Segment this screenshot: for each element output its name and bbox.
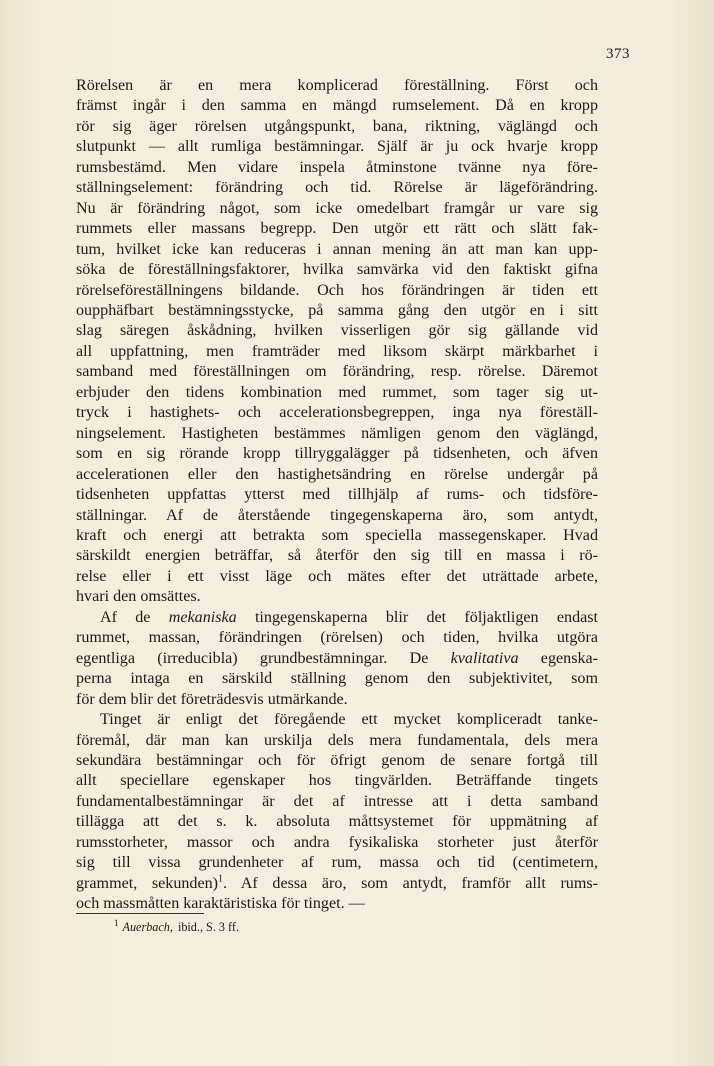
text-line: rör sig äger rörelsen utgångspunkt, bana, riktning, väglängd och (76, 117, 598, 135)
text-line: sekundära bestämningar och för öfrigt genom de senare fortgå till (76, 751, 598, 769)
text-segment: egenska- (518, 649, 599, 667)
text-line: rumsbestämd. Men vidare inspela åtminstone tvänne nya före- (76, 158, 598, 176)
text-line: ställningselement: förändring och tid. Rörelse är lägeförändring. (76, 179, 598, 197)
text-line: tum, hvilket icke kan reduceras i annan mening än att man kan upp- (76, 240, 598, 258)
text-line: ningselement. Hastigheten bestämmes nämligen genom den väglängd, (76, 424, 598, 442)
text-segment: . Af dessa äro, som antydt, framför allt rums- (223, 874, 598, 892)
text-line: kraft och energi att betrakta som speciella massegenskaper. Hvad (76, 526, 598, 544)
text-line: relse eller i ett visst läge och mätes efter det uträttade arbete, (76, 567, 598, 585)
emphasis-word: kvalitativa (450, 649, 519, 667)
text-line: tillägga att det s. k. absoluta måttsystemet för uppmätning af (76, 813, 598, 831)
text-line: rummet, massan, förändringen (rörelsen) och tiden, hvilka utgöra (76, 629, 598, 647)
text-line: Rörelsen är en mera komplicerad föreställning. Först och (76, 77, 598, 94)
text-segment: grammet, sekunden) (76, 874, 219, 892)
text-segment: tingegenskaperna blir det följaktligen endast (236, 608, 598, 626)
text-line: oupphäfbart bestämningsstycke, på samma gång den utgör en i sitt (76, 301, 598, 319)
text-line: tidsenheten uppfattas ytterst med tillhjälp af rums- och tidsföre- (76, 486, 598, 504)
text-line: Nu är förändring något, som icke omedelbart framgår ur vare sig (76, 199, 598, 217)
text-line: föremål, där man kan urskilja dels mera fundamentala, dels mera (76, 731, 598, 749)
text-line: hvari den omsättes. (76, 588, 201, 606)
page-number: 373 (606, 46, 630, 62)
body-text (76, 76, 598, 915)
text-line: söka de föreställningsfaktorer, hvilka samvärka vid den faktiskt gifna (76, 261, 598, 279)
footnote (114, 918, 239, 935)
text-line (76, 608, 598, 628)
text-line (76, 649, 598, 669)
footnote-marker: 1 (218, 873, 224, 885)
text-line: rumsstorheter, massor och andra fysikaliska storheter just återför (76, 833, 598, 851)
text-line: accelerationen eller den hastighetsändring en rörelse undergår på (76, 465, 598, 483)
text-line: allt speciellare egenskaper hos tingvärlden. Beträffande tingets (76, 772, 598, 790)
text-line: Tinget är enligt det föregående ett mycket kompliceradt tanke- (100, 711, 598, 729)
text-line: ställningar. Af de återstående tingegenskaperna äro, som antydt, (76, 506, 598, 524)
text-line: främst ingår i den samma en mängd rumselement. Då en kropp (76, 97, 598, 115)
emphasis-word: mekaniska (168, 608, 237, 626)
text-line: slag säregen åskådning, hvilken visserligen gör sig gällande vid (76, 322, 598, 340)
text-line: som en sig rörande kropp tillryggalägger på tidsenheten, och äfven (76, 445, 598, 463)
text-line: erbjuder den tidens kombination med rummet, som tager sig ut- (76, 383, 598, 401)
text-line: sig till vissa grundenheter af rum, massa och tid (centimetern, (76, 854, 598, 872)
text-line: slutpunkt — allt rumliga bestämningar. Själf är ju ock hvarje kropp (76, 138, 598, 156)
text-line: rörelseföreställningens bildande. Och hos förändringen är tiden ett (76, 281, 598, 299)
footnote-author: Auerbach, (122, 920, 173, 935)
text-line: tryck i hastighets- och accelerationsbegreppen, inga nya föreställ- (76, 404, 598, 422)
footnote-reference: ibid., S. 3 ff. (177, 920, 239, 935)
footnote-divider (76, 913, 204, 914)
text-line (76, 874, 598, 894)
text-line: perna intaga en särskild ställning genom den subjektivitet, som (76, 670, 598, 688)
text-segment: Af de (100, 608, 169, 626)
text-line: och massmåtten karaktäristiska för tinget. — (76, 895, 365, 913)
text-line: samband med föreställningen om förändring, resp. rörelse. Däremot (76, 363, 598, 381)
text-line: rummets eller massans begrepp. Den utgör ett rätt och slätt fak- (76, 220, 598, 238)
text-line: all uppfattning, men framträder med liksom skärpt märkbarhet i (76, 342, 598, 360)
text-line: fundamentalbestämningar är det af intresse att i detta samband (76, 792, 598, 810)
text-line: för dem blir det företrädesvis utmärkande. (76, 690, 348, 708)
text-line: särskildt energien beträffar, så återför den sig till en massa i rö- (76, 547, 598, 565)
text-segment: egentliga (irreducibla) grundbestämningar. De (76, 649, 451, 667)
footnote-number: 1 (114, 918, 119, 928)
